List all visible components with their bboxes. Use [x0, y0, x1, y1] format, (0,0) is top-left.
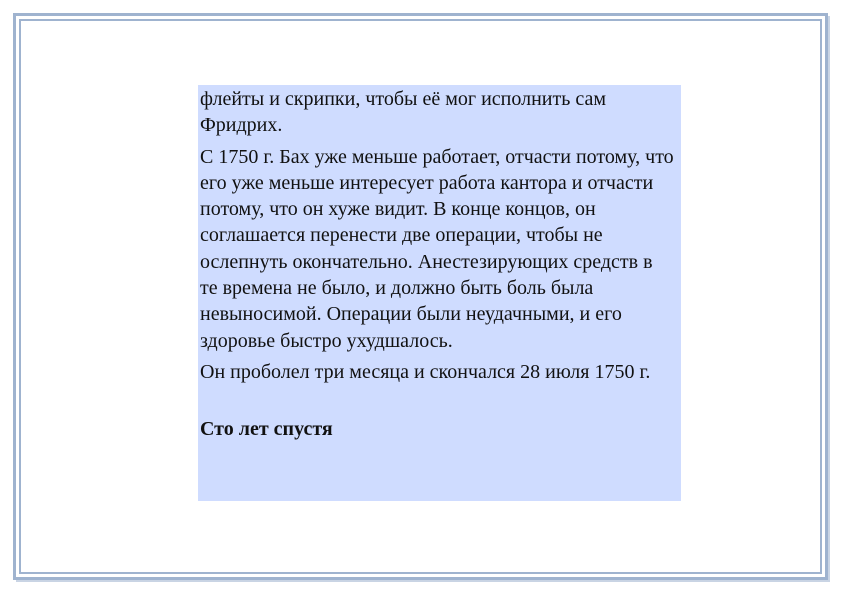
paragraph-illness: С 1750 г. Бах уже меньше работает, отчасти потому, что его уже меньше интересует работа кантора и отчасти потому, что он хуже видит. В конце концов, он соглашается перенести две операции, чтобы не ослепнуть окончательно. Анестезирующих средств в те времена не было, и должно быть боль была невыносимой. Операции были неудачными, и его здоровье быстро ухудшалось. [200, 145, 674, 352]
paragraph-intro: флейты и скрипки, чтобы её мог исполнить сам Фридрих. [200, 88, 607, 137]
paragraph-spacer [200, 390, 675, 416]
slide-text-box [198, 85, 681, 501]
paragraph-death: Он проболел три месяца и скончался 28 июля 1750 г. [200, 360, 651, 383]
section-heading: Сто лет спустя [200, 418, 333, 441]
